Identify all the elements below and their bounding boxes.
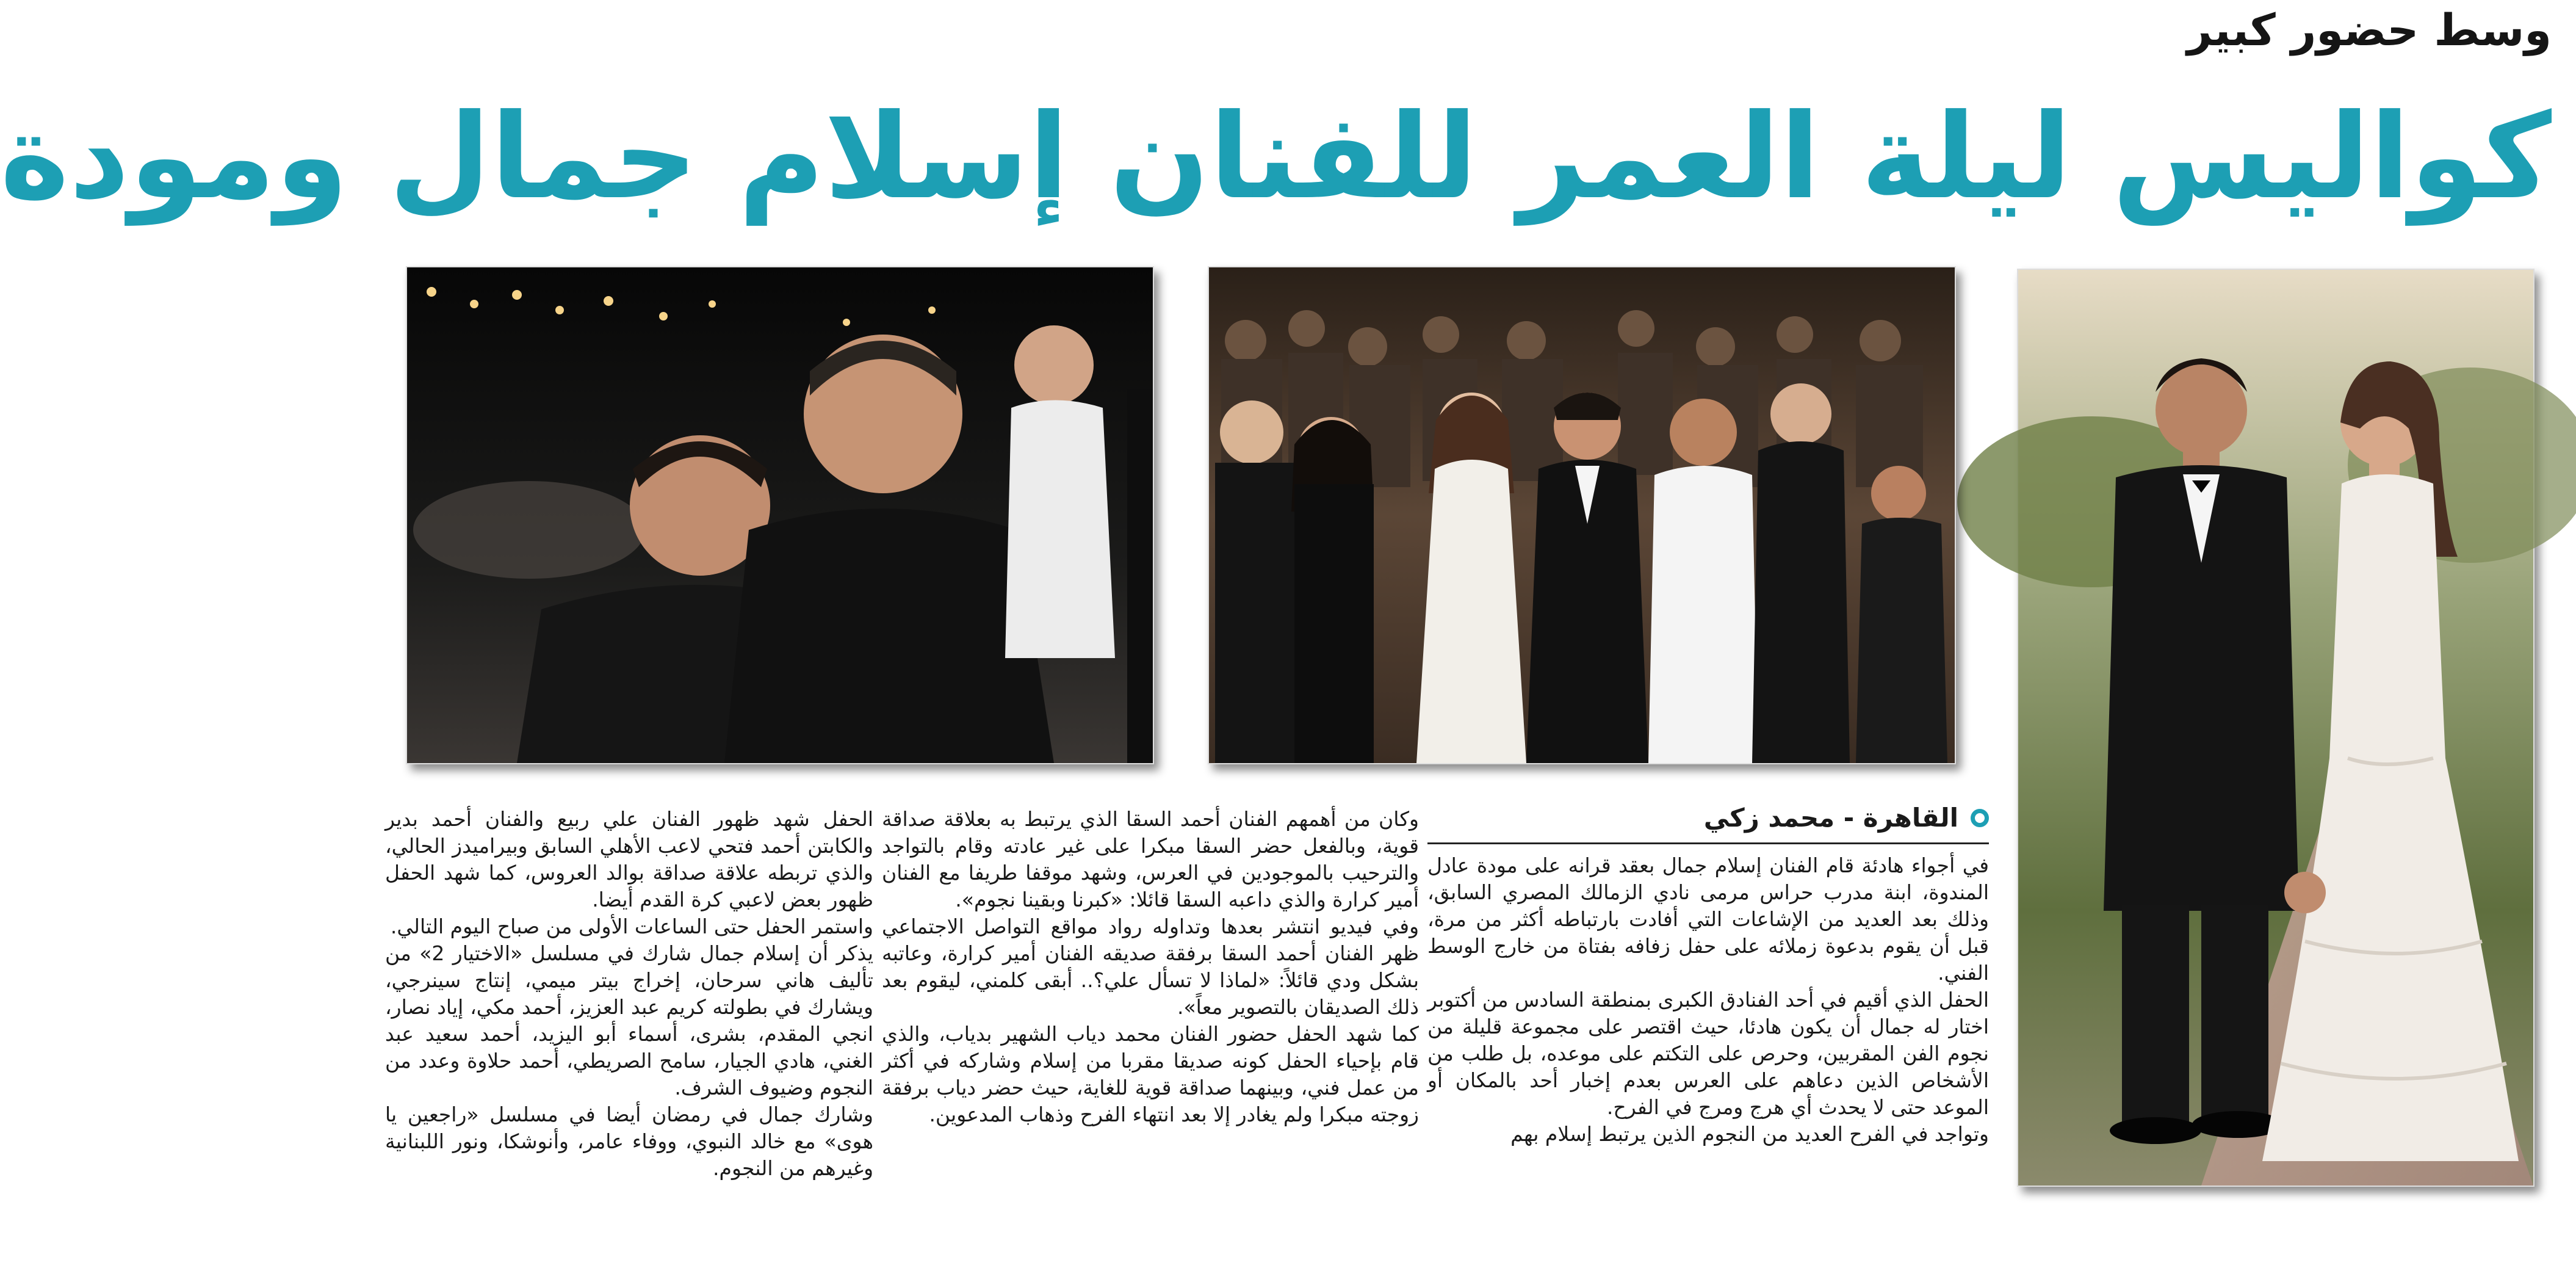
- wedding-couple-illustration: [2018, 270, 2533, 1186]
- article-kicker: وسط حضور كبير: [2187, 4, 2552, 56]
- byline-text: القاهرة - محمد زكي: [1703, 803, 1958, 833]
- guests-night-illustration: [407, 267, 1153, 763]
- byline-bullet-icon: [1971, 809, 1989, 827]
- article-headline: كواليس ليلة العمر للفنان إسلام جمال ومودة: [0, 89, 2552, 225]
- article-paragraph: وشارك جمال في رمضان أيضا في مسلسل «راجعين يا هوى» مع خالد النبوي، ووفاء عامر، وأنوشكا، ونور اللبنانية وغيرهم من النجوم.: [385, 1103, 873, 1180]
- article-paragraph: واستمر الحفل حتى الساعات الأولى من صباح اليوم التالي.: [390, 914, 873, 938]
- article-paragraph: وفي فيديو انتشر بعدها وتداوله رواد مواقع التواصل الاجتماعي ظهر الفنان أحمد السقا برفقة صديقه الفنان أمير كرارة، وعاتبه بشكل ودي قائلاً: «لماذا لا تسأل علي؟.. أبقى كلمني، ليقوم بعد ذلك الصديقان بالتصوير معاً».: [882, 914, 1419, 1019]
- article-paragraph: وتواجد في الفرح العديد من النجوم الذين يرتبط إسلام بهم: [1510, 1122, 1989, 1146]
- article-column-2: [882, 806, 1419, 1245]
- wedding-group-illustration: [1209, 267, 1955, 763]
- article-column-3: [385, 806, 873, 1245]
- wedding-group-photo: [1208, 266, 1956, 764]
- guests-night-photo: [406, 266, 1154, 764]
- article-paragraph: في أجواء هادئة قام الفنان إسلام جمال بعقد قرانه على مودة عادل المندوة، ابنة مدرب حراس مرمى نادي الزمالك المصري السابق، وذلك بعد العديد من الإشاعات التي أفادت بارتباطه أكثر من مرة، قبل أن يقوم بدعوة زملائه على حفل زفافه بفتاة من خارج الوسط الفني.: [1427, 853, 1989, 985]
- article-paragraph: وكان من أهمهم الفنان أحمد السقا الذي يرتبط به بعلاقة صداقة قوية، وبالفعل حضر السقا مبكرا على غير عادته وقام بالتواجد والترحيب بالموجودين في العرس، وشهد موقفا طريفا مع الفنان أمير كرارة والذي داعبه السقا قائلا: «كبرنا وبقينا نجوم».: [882, 807, 1419, 911]
- article-column-1: [1427, 852, 1989, 1255]
- byline-divider: [1427, 842, 1989, 844]
- article-paragraph: يذكر أن إسلام جمال شارك في مسلسل «الاختيار 2» من تأليف هاني سرحان، إخراج بيتر ميمي، إنتاج سينرجي، ويشارك في بطولته كريم عبد العزيز، أحمد مكي، إياد نصار، انجي المقدم، بشرى، أسماء أبو اليزيد، أحمد سعيد عبد الغني، هادي الجيار، سامح الصريطي، أحمد حلاوة وعدد من النجوم وضيوف الشرف.: [385, 941, 873, 1099]
- article-paragraph: الحفل الذي أقيم في أحد الفنادق الكبرى بمنطقة السادس من أكتوبر اختار له جمال أن يكون هادئا، حيث اقتصر على مجموعة قليلة من نجوم الفن المقربين، وحرص على التكتم على موعده، بل طلب من الأشخاص الذين دعاهم على العرس بعدم إخبار أحد بالمكان أو الموعد حتى لا يحدث أي هرج ومرج في الفرح.: [1427, 988, 1989, 1119]
- article-paragraph: الحفل شهد ظهور الفنان علي ربيع والفنان أحمد بدير والكابتن أحمد فتحي لاعب الأهلي السابق وبيراميدز الحالي، والذي تربطه علاقة صداقة بوالد العروس، كما شهد الحفل ظهور بعض لاعبي كرة القدم أيضا.: [385, 807, 873, 911]
- wedding-couple-photo: [2017, 269, 2535, 1187]
- byline: [1427, 794, 1989, 842]
- article-paragraph: كما شهد الحفل حضور الفنان محمد دياب الشهير بدياب، والذي قام بإحياء الحفل كونه صديقا مقربا من إسلام وشاركه في أكثر من عمل فني، وبينهما صداقة قوية للغاية، حيث حضر دياب برفقة زوجته مبكرا ولم يغادر إلا بعد انتهاء الفرح وذهاب المدعوين.: [882, 1022, 1419, 1126]
